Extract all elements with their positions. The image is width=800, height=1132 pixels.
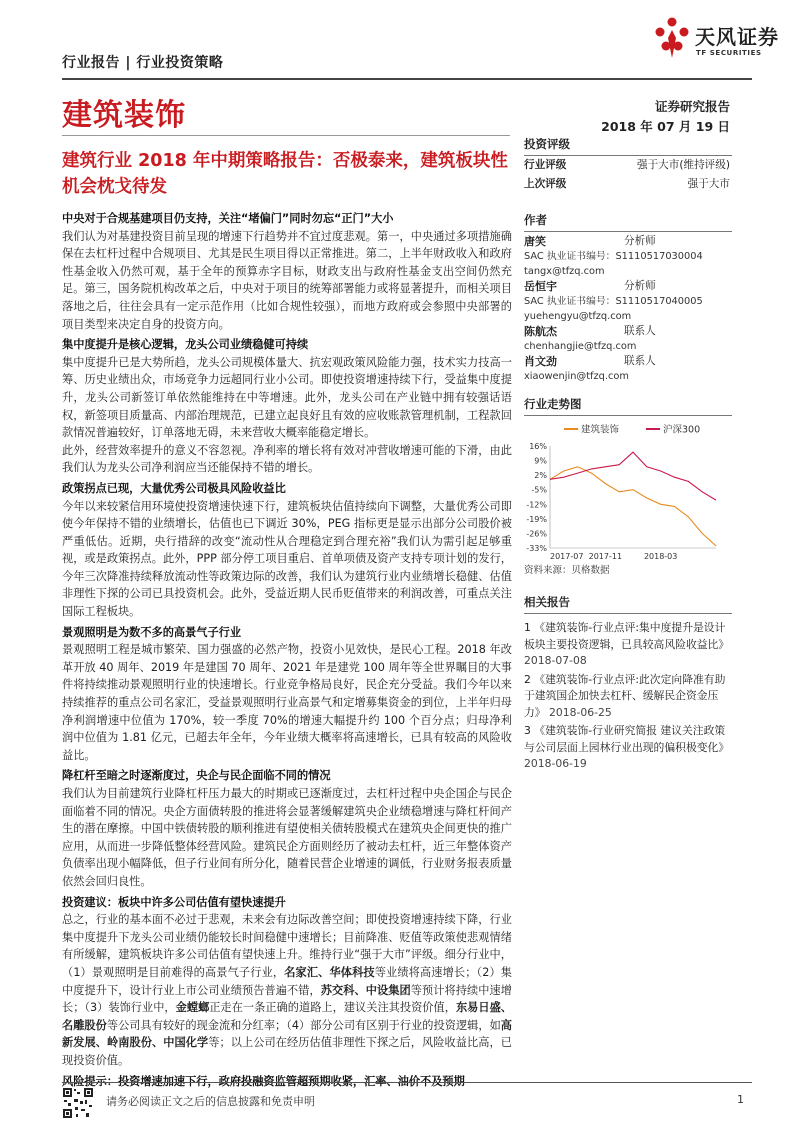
author-role: 分析师 (624, 280, 656, 292)
y-tick-label: -19% (526, 514, 547, 524)
legend-label-index: 沪深300 (663, 424, 701, 436)
footer-disclaimer: 请务必阅读正文之后的信息披露和免责申明 (106, 1095, 315, 1108)
author-role: 分析师 (624, 235, 656, 247)
series-line-sector (550, 467, 716, 546)
series-line-index (550, 452, 716, 500)
page-number: 1 (737, 1093, 744, 1106)
author-cert: SAC 执业证书编号：S1110517030004 (524, 251, 703, 262)
industry-rating-row (524, 156, 732, 175)
y-tick-label: -33% (526, 544, 547, 553)
prev-rating-value: 强于大市 (687, 178, 730, 190)
tf-logo-icon (652, 16, 692, 64)
section-heading: 中央对于合规基建项目仍支持，关注“堵偏门”同时勿忘“正门”大小 (62, 212, 394, 225)
section-heading: 集中度提升是核心逻辑，龙头公司业绩稳健可持续 (62, 338, 309, 352)
author-entry (524, 279, 732, 324)
advice-text: 等业绩将高速增长；（2）集中度提升下，设计行业上市公司业绩预告普遍不错， (62, 965, 512, 997)
author-entry (524, 354, 732, 384)
x-tick-label: 2018-03 (643, 552, 678, 561)
qr-code-icon (62, 1087, 94, 1119)
brand-logo (652, 16, 800, 76)
related-report-title[interactable]: 1 《建筑装饰-行业点评:集中度提升是设计板块主要投资逻辑，已具较高风险收益比》 (524, 621, 730, 651)
footer (62, 1082, 752, 1122)
header-bar (62, 25, 779, 80)
author-name: 岳恒宇 (524, 280, 557, 293)
divider (62, 135, 510, 136)
section-body: 我们认为对基建投资目前呈现的增速下行趋势并不宜过度悲观。第一，中央通过多项措施确保在去杠杆过程中合规项目、尤其是民生项目得以正常推进。第二，上半年财政收入和政府性基金收入仍然可观，基于全年的预算赤字目标，财政支出与政府性基金支出空间仍然充足。第三，国务院机构改革之后，中央对于项目的统筹部署能力或将显著提升，而相关项目落地之后，往往会具有一定示范作用（比如合规性较强），而地方政府或会参照中央部署的项目类型来决定自身的投资方向。 (62, 229, 512, 331)
investment-advice-body (62, 911, 512, 1069)
company-name: 名家汇、华体科技 (284, 965, 375, 979)
y-tick-label: 2% (534, 471, 547, 481)
author-name: 肖文劲 (524, 355, 557, 368)
advice-text: 等公司具有较好的现金流和分红率；（4）部分公司有区别于行业的投资逻辑，如 (106, 1018, 501, 1032)
advice-text: 等；以上公司在经历估值非理性下探之后，风险收益比高，已现投资价值。 (62, 1036, 512, 1067)
author-email[interactable]: chenhangjie@tfzq.com (524, 341, 637, 352)
related-reports (524, 620, 732, 773)
author-entry (524, 234, 732, 279)
related-report-item[interactable] (524, 672, 732, 722)
sector-title: 建筑装饰 (62, 98, 186, 133)
section-heading: 政策拐点已现，大量优秀公司极具风险收益比 (62, 481, 286, 495)
legend-svg (524, 420, 732, 438)
y-tick-label: -12% (526, 500, 547, 510)
prev-rating-row (524, 175, 732, 194)
company-name: 苏交科、中设集团 (320, 983, 411, 997)
related-report-item[interactable] (524, 723, 732, 773)
report-title: 建筑行业 2018 年中期策略报告：否极泰来，建筑板块性机会枕戈待发 (62, 151, 508, 197)
section-body: 我们认为目前建筑行业降杠杆压力最大的时期或已逐渐度过，去杠杆过程中央企国企与民企面临着不同的情况。央企方面债转股的推进将会显著缓解建筑央企业绩稳增速与降杠杆间产生的潜在摩擦。中国中铁债转股的顺利推进有望使相关债转股模式在建筑央企间更快的推广应用，从而进一步降低整体经营风险。建筑民企方面则经历了被动去杠杆，近三年整体资产负债率出现小幅降低，但子行业间有所分化，随着民营企业增速的调低，行业财务报表质量依然会回归良性。 (62, 787, 512, 888)
author-email[interactable]: yuehengyu@tfzq.com (524, 311, 632, 322)
x-tick-label: 2017-07 (550, 552, 584, 561)
y-tick-label: -26% (526, 529, 547, 539)
company-name: 东易日盛、名雕股份 (62, 1001, 512, 1032)
author-email[interactable]: tangx@tfzq.com (524, 266, 605, 277)
brand-name: 天风证券 (695, 25, 779, 49)
author-name: 唐笑 (524, 235, 546, 248)
related-report-date: 2018-06-25 (549, 705, 612, 719)
trend-chart-svg (524, 438, 732, 562)
author-entry (524, 324, 732, 354)
related-report-title[interactable]: 3 《建筑装饰-行业研究简报 建议关注政策与公司层面上园林行业出现的偏积极变化》 (524, 724, 730, 754)
report-date: 2018 年 07 月 19 日 (601, 119, 730, 134)
y-tick-label: -5% (531, 485, 547, 495)
x-tick-label: 2017-11 (588, 552, 623, 561)
related-report-item[interactable] (524, 620, 732, 670)
rating-heading: 投资评级 (524, 136, 732, 156)
author-list (524, 234, 732, 384)
related-heading: 相关报告 (524, 594, 732, 614)
y-tick-label: 16% (529, 442, 547, 451)
industry-rating-value: 强于大市(维持评级) (636, 159, 730, 171)
related-report-date: 2018-06-19 (524, 757, 587, 770)
section-body: 集中度提升已是大势所趋，龙头公司规模体量大、抗宏观政策风险能力强，技术实力技高一筹、历史业绩出众，市场竞争力远超同行业小公司。即使投资增速持续下行，受益集中度提升，龙头公司新签订单依然能维持在中等增速。此外，龙头公司在产业链中拥有较强话语权，新签项目质量高、内部治理规范，已建立起良好且有效的应收账款管理机制，工程款回款情况普遍较好，订单落地无碍，未来营收大概率能稳定增长。 (62, 355, 512, 440)
section-body: 今年以来较紧信用环境使投资增速快速下行，建筑板块估值持续向下调整，大量优秀公司即使今年保持不错的业绩增长，估值也已下调近 30%，PEG 指标更是显示出部分公司股价被严重低估。近期，央行措辞的改变“流动性从合理稳定到合理充裕”我们认为需引起足够重视，或是政策拐点。此外，PPP 部分停工项目重启、首单项债及资产支持专项计划的发行，今年三次降准持续释放流动性等政策边际的改善，我们认为建筑行业内业绩增长稳健、估值非理性下探的公司已具投资机会。此外，受益近期人民币贬值带来的利润改善，可重点关注国际工程板块。 (62, 499, 512, 619)
advice-text: 等预计将持续中速增长；（3）装饰行业中， (62, 983, 512, 1015)
chart-heading: 行业走势图 (524, 396, 732, 416)
section-heading: 投资建议：板块中许多公司估值有望快速提升 (62, 895, 286, 909)
sidebar (524, 136, 732, 775)
company-name: 金螳螂 (175, 1001, 210, 1015)
brand-name-en: TF SECURITIES (696, 49, 762, 57)
author-name: 陈航杰 (524, 325, 557, 338)
author-email[interactable]: xiaowenjin@tfzq.com (524, 371, 629, 382)
advice-text: 总之，行业的基本面不必过于悲观，未来会有边际改善空间；即使投资增速持续下降，行业集中度提升下龙头公司业绩仍能较长时间稳健中速增长；目前降准、贬值等政策使悲观情绪有所缓解，建筑板块许多公司估值有望快速上升。维持行业“强于大市”评级。细分行业中，（1）景观照明是目前难得的高景气子行业， (62, 913, 512, 979)
main-content (62, 208, 512, 1090)
legend-label-sector: 建筑装饰 (581, 424, 620, 436)
risk-warning: 风险提示：投资增速加速下行，政府投融资监管超预期收紧，汇率、油价不及预期 (62, 1074, 465, 1088)
prev-rating-label: 上次评级 (524, 178, 567, 190)
chart-source: 资料来源：贝格数据 (524, 565, 610, 576)
industry-rating-label: 行业评级 (524, 159, 567, 171)
section-body: 景观照明工程是城市繁荣、国力强盛的必然产物，投资小见效快，是民心工程。2018 年改革开放 40 周年、2019 年是建国 70 周年、2021 年是建党 100 周年等全世界瞩目的大事件将持续推动景观照明行业的快速增长。行业竞争格局良好，民企充分受益。我们今年以来持续推荐的重点公司名家汇，受益景观照明行业高景气和定增募集资金的到位，上半年归母净利润增速中位值为 170%，较一季度 70%的增速大幅提升约 100 个百分点；归母净利润中位值为 1.81 亿元，已超去年全年，今年业绩大概率将高速增长，已具有较高的风险收益比。 (62, 643, 512, 762)
doc-type-label: 行业报告 | 行业投资策略 (62, 55, 224, 71)
y-tick-label: 9% (534, 456, 547, 466)
section-heading: 景观照明是为数不多的高景气子行业 (62, 625, 242, 639)
author-role: 联系人 (624, 355, 656, 367)
section-body: 此外，经营效率提升的意义不容忽视。净利率的增长将有效对冲营收增速可能的下滑，由此我们认为龙头公司净利润应当还能保持不错的增长。 (62, 443, 512, 475)
related-report-title[interactable]: 2 《建筑装饰-行业点评:此次定向降准有助于建筑国企加快去杠杆、缓解民企资金压力》 (524, 672, 726, 719)
authors-heading: 作者 (524, 212, 732, 232)
advice-text: 正走在一条正确的道路上，建议关注其投资价值， (209, 1001, 456, 1015)
related-report-date: 2018-07-08 (524, 654, 587, 667)
author-role: 联系人 (624, 325, 656, 337)
company-name: 高新发展、岭南股份、中国化学 (62, 1018, 512, 1050)
industry-trend-chart (524, 438, 732, 562)
report-type: 证券研究报告 (654, 99, 730, 114)
author-cert: SAC 执业证书编号：S1110517040005 (524, 296, 703, 307)
section-heading: 降杠杆至暗之时逐渐度过，央企与民企面临不同的情况 (62, 769, 331, 783)
chart-legend (524, 420, 732, 438)
